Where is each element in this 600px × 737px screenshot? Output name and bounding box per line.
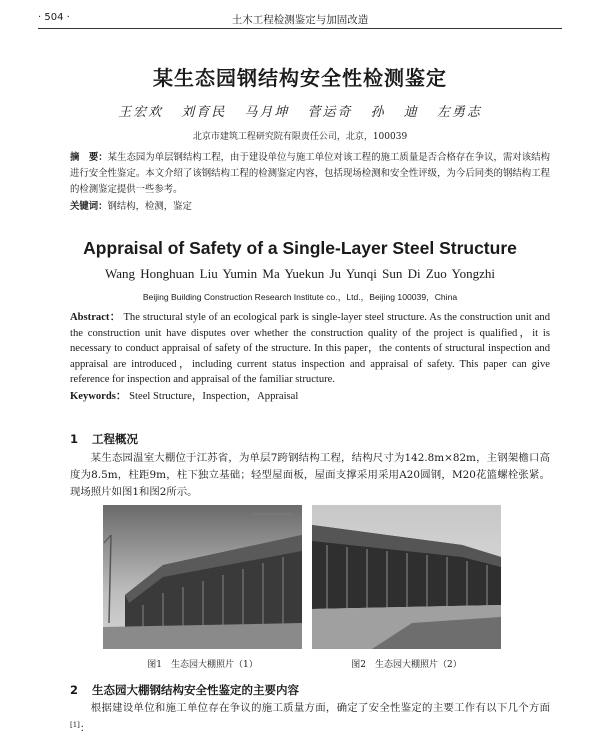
figure-2-photo — [312, 505, 501, 649]
cn-title: 某生态园钢结构安全性检测鉴定 — [153, 66, 447, 90]
en-keywords — [70, 388, 550, 403]
figure-2-caption: 图2 生态园大棚照片（2） — [351, 660, 462, 670]
section-1-title: 工程概况 — [92, 432, 138, 446]
en-keywords-label: Keywords： — [70, 391, 127, 402]
citation: [1] — [70, 721, 80, 729]
section-2-title: 生态园大棚钢结构安全性鉴定的主要内容 — [92, 683, 299, 697]
cn-abstract — [70, 150, 550, 198]
en-authors: Wang Honghuan Liu Yumin Ma Yuekun Ju Yunqi Sun Di Zuo Yongzhi — [104, 266, 495, 281]
section-2-number: 2 — [70, 683, 79, 697]
section-1-heading — [70, 431, 138, 447]
en-title: Appraisal of Safety of a Single-Layer Steel Structure — [83, 238, 517, 258]
en-abstract-text: The structural style of an ecological park is single-layer steel structure. As the construction unit and the construction unit have disputes over whether the construction quality of the project is qualified，it is necessary to conduct appraisal of safety of the structure. In this paper，the contents of structural inspection and appraisal are introduced，including current status inspection and appraisal of safety. This paper can give reference for inspection and appraisal of the familiar structure. — [70, 312, 551, 386]
figure-1-photo — [103, 505, 302, 649]
cn-keywords — [70, 198, 550, 212]
page-number: · 504 · — [38, 12, 70, 23]
section-2-tail: ： — [79, 722, 91, 735]
section-2-text: 根据建设单位和施工单位存在争议的施工质量方面，确定了安全性鉴定的主要工作有以下几个方面 — [90, 702, 550, 714]
en-abstract-label: Abstract： — [70, 312, 121, 323]
cn-authors: 王宏欢 刘育民 马月坤 菅运奇 孙 迪 左勇志 — [118, 105, 482, 120]
cn-affiliation: 北京市建筑工程研究院有限责任公司，北京，100039 — [192, 132, 408, 142]
greenhouse-photo-icon — [312, 505, 501, 649]
cn-abstract-text: 某生态园为单层钢结构工程，由于建设单位与施工单位对该工程的施工质量是否合格存在争议，需对该结构进行安全性鉴定。本文介绍了该钢结构工程的检测鉴定内容，包括现场检测和安全性评级，为今后同类的钢结构工程的检测鉴定提供一些参考。 — [70, 152, 550, 195]
journal-name: 土木工程检测鉴定与加固改造 — [231, 14, 369, 26]
greenhouse-photo-icon — [103, 505, 302, 649]
running-header — [38, 10, 562, 29]
en-abstract — [70, 310, 550, 388]
en-keywords-text: Steel Structure，Inspection，Appraisal — [129, 391, 299, 402]
figure-1-caption: 图1 生态园大棚照片（1） — [147, 660, 258, 670]
section-2-heading — [70, 682, 299, 698]
section-1-number: 1 — [70, 432, 79, 446]
cn-keywords-text: 钢结构，检测，鉴定 — [107, 201, 192, 212]
section-1-paragraph: 某生态园温室大棚位于江苏省，为单层7跨钢结构工程，结构尺寸为142.8m×82m，主钢架檐口高度为8.5m，柱距9m，柱下独立基础；轻型屋面板，屋面支撑采用采用A20圆钢，M20花篮螺栓张紧。现场照片如图1和图2所示。 — [70, 452, 550, 498]
cn-abstract-label: 摘 要： — [70, 152, 108, 163]
section-2-paragraph — [70, 700, 550, 737]
cn-keywords-label: 关键词： — [70, 201, 108, 212]
en-affiliation: Beijing Building Construction Research Institute co.，Ltd.，Beijing 100039，China — [142, 292, 458, 302]
